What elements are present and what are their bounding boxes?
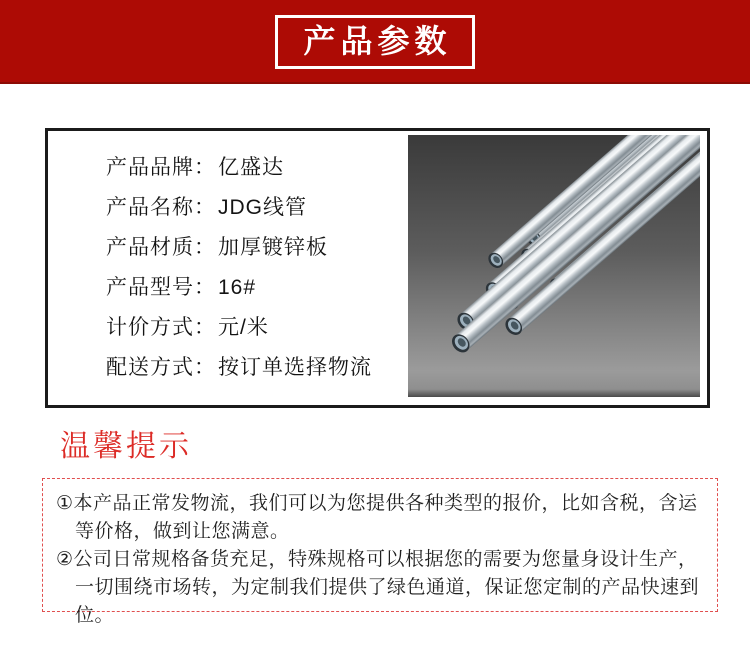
spec-label: 计价方式： <box>106 316 216 339</box>
spec-label: 产品名称： <box>106 196 216 219</box>
tip-item-2: ②公司日常规格备货充足，特殊规格可以根据您的需要为您量身设计生产，一切围绕市场转，为定制我们提供了绿色通道，保证您定制的产品快速到位。 <box>56 549 700 626</box>
spec-row-pricing <box>106 308 372 348</box>
spec-label: 产品品牌： <box>106 156 216 179</box>
product-photo-conduit-pipes <box>408 135 700 397</box>
spec-label: 配送方式： <box>106 356 216 379</box>
spec-value: 按订单选择物流 <box>218 356 372 379</box>
banner-title-box <box>275 15 474 69</box>
tips-title: 温馨提示 <box>60 430 192 463</box>
spec-box <box>45 128 710 408</box>
spec-row-model <box>106 268 372 308</box>
tips-box <box>42 478 718 626</box>
spec-value: 亿盛达 <box>218 156 284 179</box>
spec-value: 16# <box>218 276 257 299</box>
tip-item-1: ①本产品正常发物流，我们可以为您提供各种类型的报价，比如含税，含运等价格，做到让您满意。 <box>56 493 698 542</box>
spec-row-material <box>106 228 372 268</box>
spec-row-brand <box>106 148 372 188</box>
spec-label: 产品材质： <box>106 236 216 259</box>
spec-label: 产品型号： <box>106 276 216 299</box>
banner <box>0 0 750 84</box>
spec-value: 加厚镀锌板 <box>218 236 328 259</box>
spec-value: 元/米 <box>218 316 269 339</box>
spec-list <box>106 148 372 388</box>
spec-row-name <box>106 188 372 228</box>
spec-row-delivery <box>106 348 372 388</box>
spec-value: JDG线管 <box>218 196 307 219</box>
page-title: 产品参数 <box>303 23 452 59</box>
